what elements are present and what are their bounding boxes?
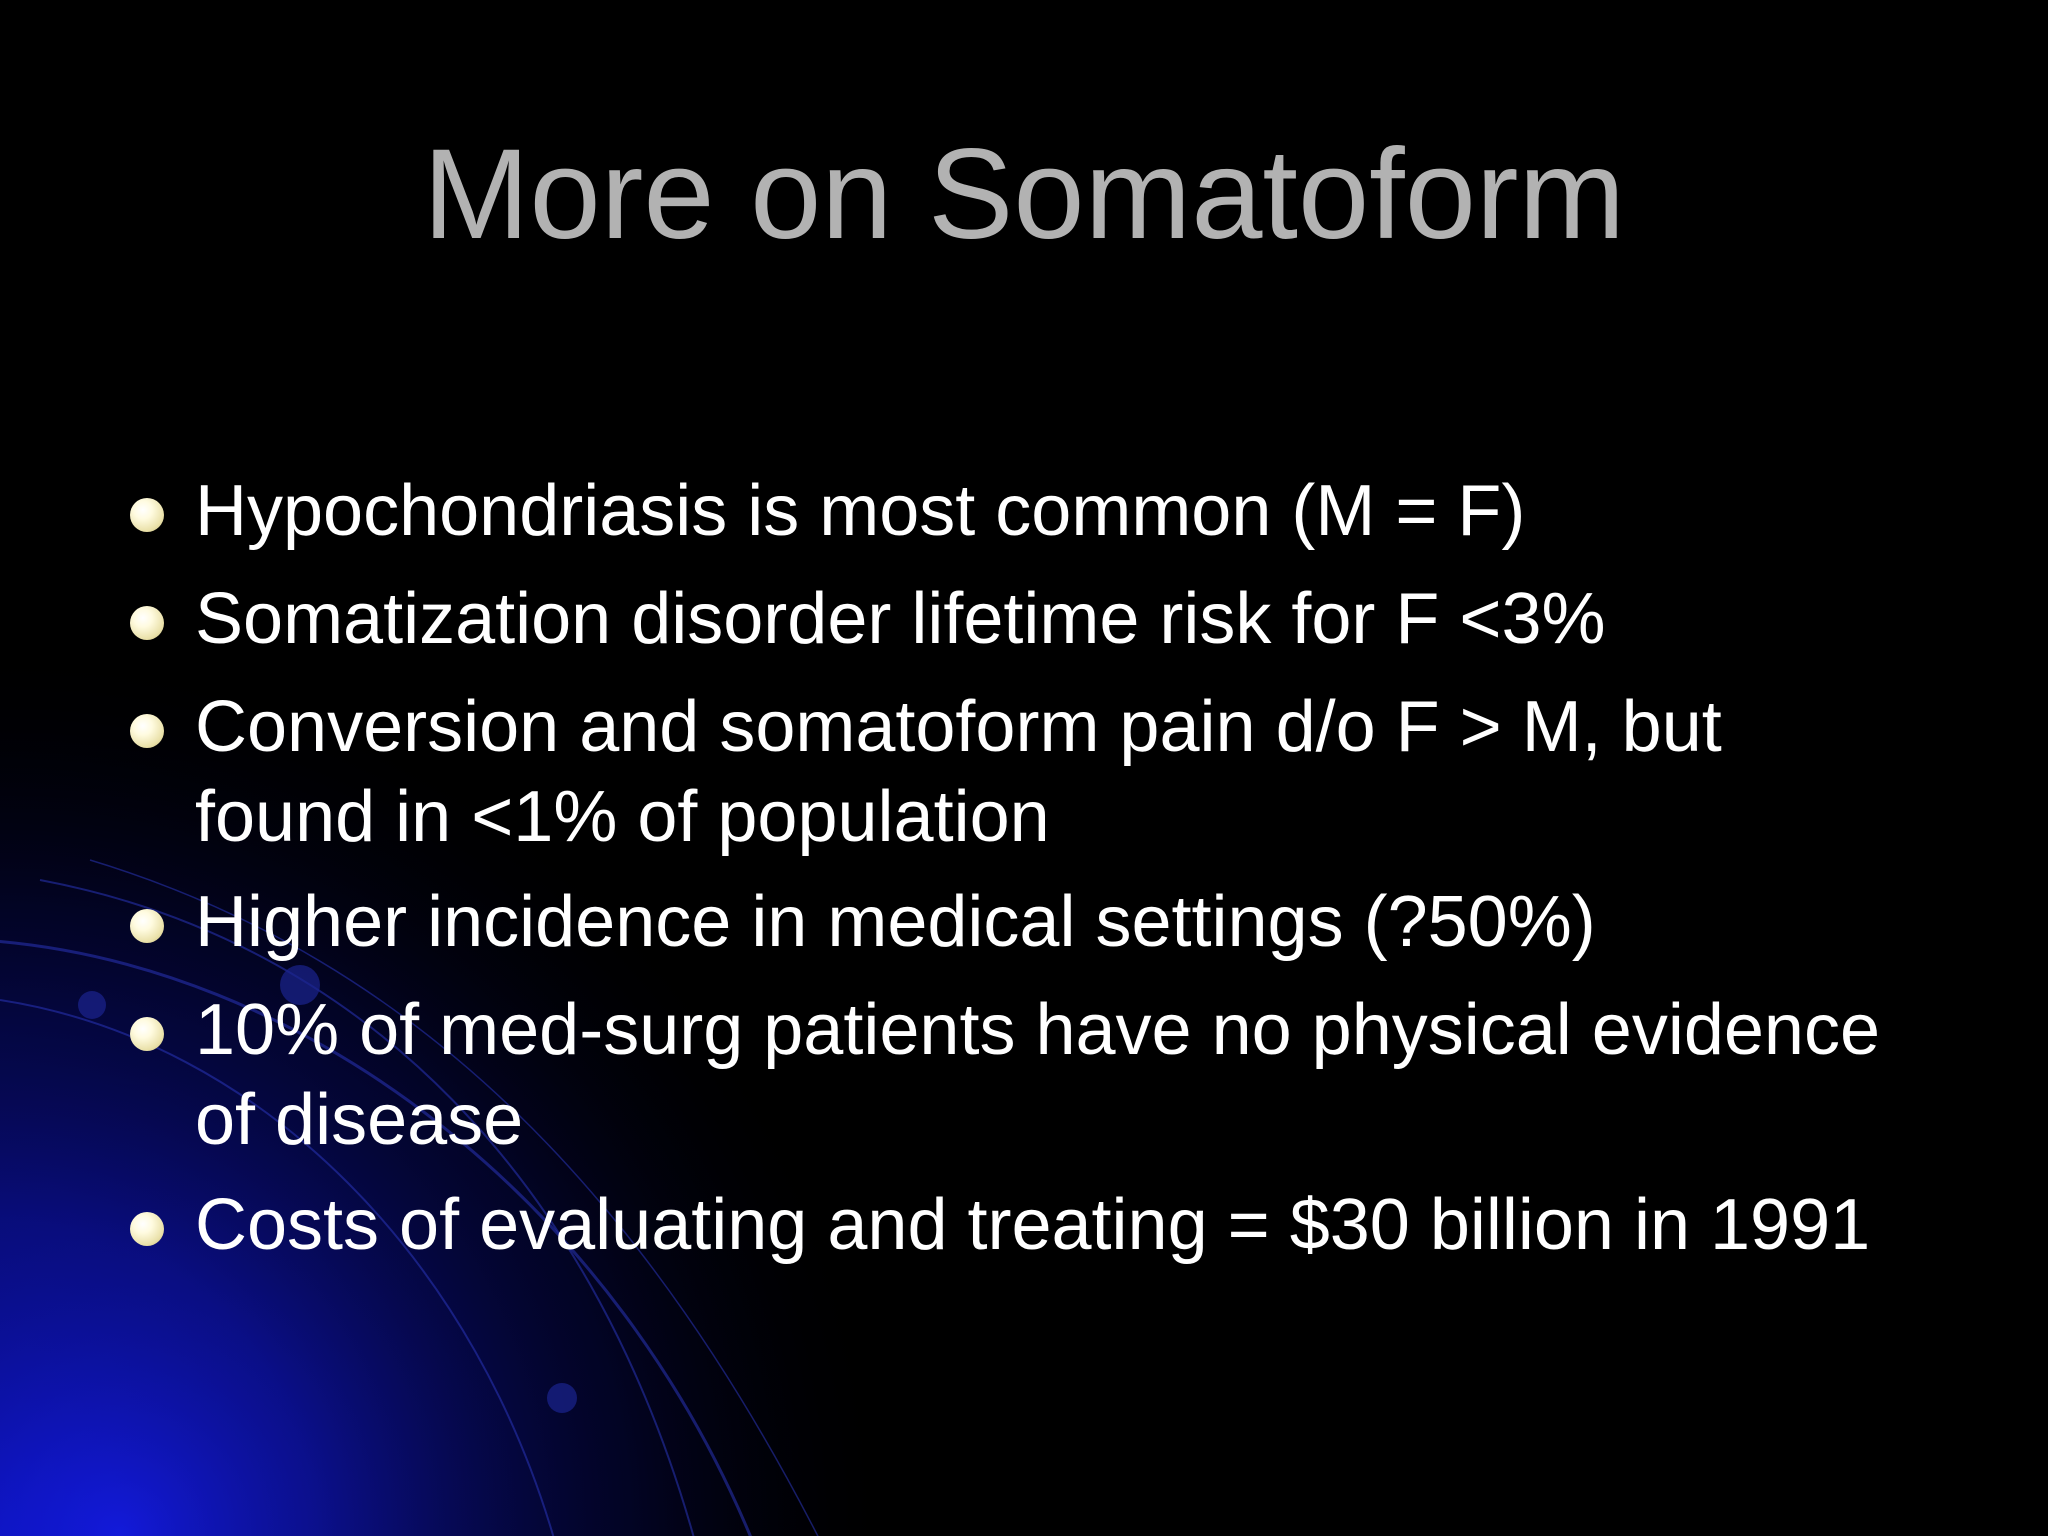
bullet-dot-icon bbox=[130, 1212, 164, 1246]
slide-title: More on Somatoform bbox=[422, 123, 1626, 266]
bullet-text-continuation: found in <1% of population bbox=[195, 777, 1050, 857]
bullet-dot-icon bbox=[130, 498, 164, 532]
bullet-item bbox=[195, 682, 1995, 862]
bullet-text: Conversion and somatoform pain d/o F > M, but bbox=[195, 687, 1722, 767]
bullet-dot-icon bbox=[130, 606, 164, 640]
bullet-text: Costs of evaluating and treating = $30 billion in 1991 bbox=[195, 1185, 1871, 1265]
bullet-item bbox=[195, 985, 1995, 1165]
bullet-dot-icon bbox=[130, 1017, 164, 1051]
bullet-item bbox=[195, 466, 1995, 556]
bullet-text: Somatization disorder lifetime risk for F <3% bbox=[195, 579, 1606, 659]
bullet-text-continuation: of disease bbox=[195, 1080, 524, 1160]
bullet-item bbox=[195, 574, 1995, 664]
bullet-dot-icon bbox=[130, 714, 164, 748]
bullet-item bbox=[195, 877, 1995, 967]
bullet-text: Hypochondriasis is most common (M = F) bbox=[195, 471, 1526, 551]
bullet-text: Higher incidence in medical settings (?50%) bbox=[195, 882, 1596, 962]
bullet-text: 10% of med-surg patients have no physical evidence bbox=[195, 990, 1881, 1070]
bullet-item bbox=[195, 1180, 1995, 1270]
bullet-dot-icon bbox=[130, 909, 164, 943]
